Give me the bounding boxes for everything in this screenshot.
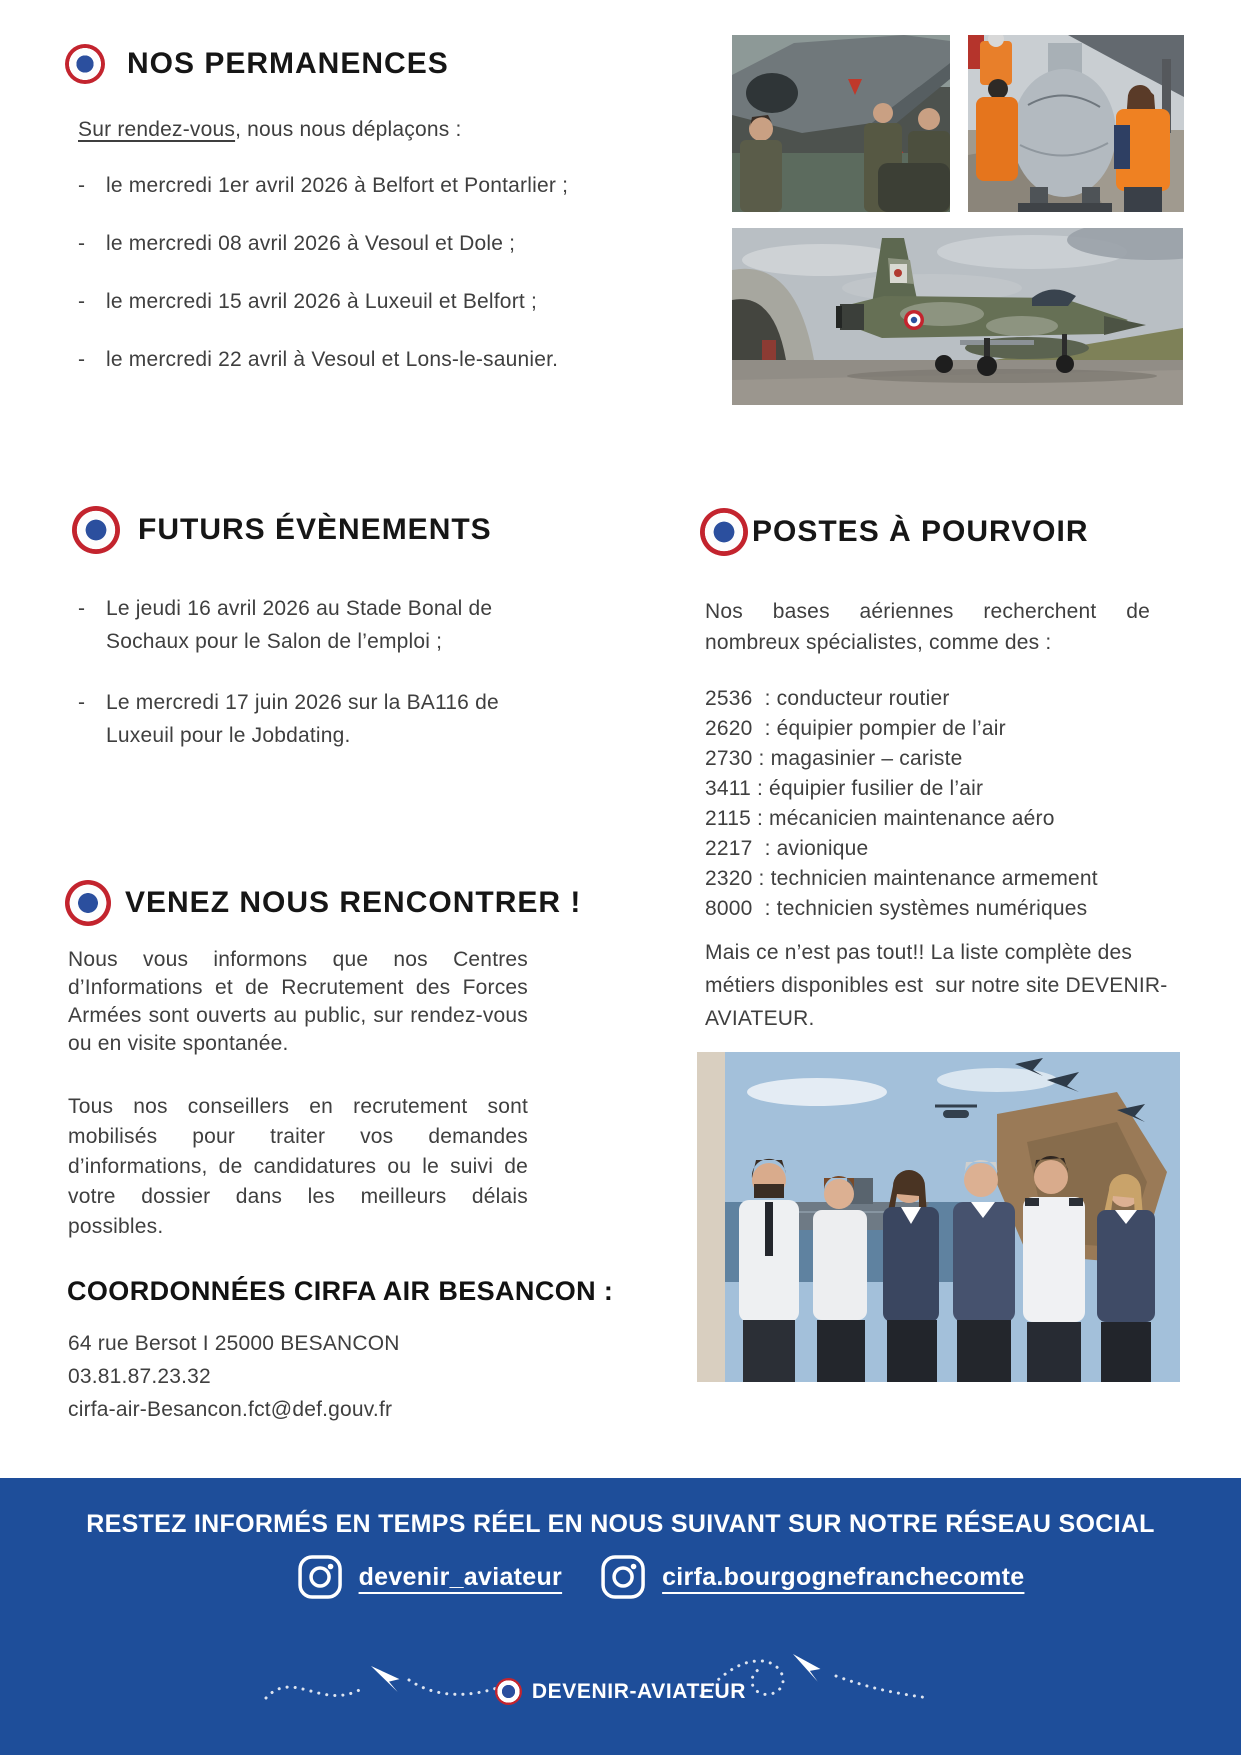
section-title: NOS PERMANENCES <box>127 47 449 80</box>
banner-headline: RESTEZ INFORMÉS EN TEMPS RÉEL EN NOUS SUIVANT SUR NOTRE RÉSEAU SOCIAL <box>86 1510 1155 1538</box>
job-item: 2115 : mécanicien maintenance aéro <box>705 807 1055 830</box>
job-item: 2536 : conducteur routier <box>705 687 950 710</box>
coordonnees-block <box>68 1327 400 1426</box>
job-item: 2217 : avionique <box>705 837 869 860</box>
instagram-links-row <box>297 1554 1025 1600</box>
email-line: cirfa-air-Besancon.fct@def.gouv.fr <box>68 1398 393 1421</box>
photo-cirfa-team <box>697 1052 1180 1382</box>
event-item-text: - Le jeudi 16 avril 2026 au Stade Bonal de Sochaux pour le Salon de l’emploi ; <box>106 597 493 653</box>
permanence-item <box>78 174 598 198</box>
permanence-item-text: - le mercredi 15 avril 2026 à Luxeuil et Belfort ; <box>106 290 537 313</box>
postes-outro: Mais ce n’est pas tout!! La liste complète des métiers disponibles est sur notre site DEVENIR-AVIATEUR. <box>705 941 1168 1030</box>
intro-underlined: Sur rendez-vous <box>78 118 236 141</box>
cocarde-roundel-icon <box>495 1678 522 1705</box>
logo-text: DEVENIR-AVIATEUR <box>531 1679 747 1703</box>
rencontrer-paragraph-1: Nous vous informons que nos Centres d’Informations et de Recrutement des Forces Armées sont ouverts au public, sur rendez-vous ou en visite spontanée. <box>68 948 528 1055</box>
permanence-item-text: - le mercredi 22 avril à Vesoul et Lons-le-saunier. <box>106 348 559 371</box>
phone-line: 03.81.87.23.32 <box>68 1365 211 1388</box>
section-permanences-heading <box>65 44 449 84</box>
coordonnees-title: COORDONNÉES CIRFA AIR BESANCON : <box>67 1276 614 1306</box>
photo-mirage2000-tarmac <box>732 228 1183 405</box>
devenir-aviateur-logo <box>0 1678 1241 1705</box>
event-item <box>78 592 568 658</box>
permanence-item-text: - le mercredi 1er avril 2026 à Belfort et Pontarlier ; <box>106 174 569 197</box>
job-item: 2730 : magasinier – cariste <box>705 747 963 770</box>
postes-intro: Nos bases aériennes recherchent de nombreux spécialistes, comme des : <box>705 600 1150 654</box>
social-banner <box>0 1478 1241 1755</box>
cocarde-roundel-icon <box>65 880 111 926</box>
photo-hangar-visit <box>732 35 950 212</box>
intro-rest: , nous nous déplaçons : <box>235 118 462 141</box>
photo-radome-inspection <box>968 35 1184 212</box>
job-item: 2320 : technicien maintenance armement <box>705 867 1098 890</box>
permanence-item <box>78 232 598 256</box>
instagram-handle[interactable]: devenir_aviateur <box>358 1562 563 1591</box>
section-title: VENEZ NOUS RENCONTRER ! <box>125 886 582 919</box>
permanences-intro <box>78 118 462 142</box>
event-item-text: - Le mercredi 17 juin 2026 sur la BA116 de Luxeuil pour le Jobdating. <box>106 691 499 747</box>
cocarde-roundel-icon <box>72 506 120 554</box>
address-line: 64 rue Bersot I 25000 BESANCON <box>68 1332 400 1355</box>
instagram-link-cirfa-bfc[interactable] <box>600 1554 1024 1600</box>
rencontrer-paragraph-2: Tous nos conseillers en recrutement sont mobilisés pour traiter vos demandes d’informations, de candidatures ou le suivi de votre dossier dans les meilleurs délais possibles. <box>68 1095 528 1238</box>
instagram-link-devenir-aviateur[interactable] <box>297 1554 563 1600</box>
section-title: FUTURS ÉVÈNEMENTS <box>138 513 492 546</box>
permanence-item <box>78 290 598 314</box>
section-evenements-heading <box>72 506 492 554</box>
permanence-item-text: - le mercredi 08 avril 2026 à Vesoul et Dole ; <box>106 232 516 255</box>
jobs-list <box>705 684 1175 924</box>
instagram-handle[interactable]: cirfa.bourgognefranchecomte <box>662 1562 1025 1591</box>
section-title: POSTES À POURVOIR <box>752 515 1089 548</box>
cocarde-roundel-icon <box>700 508 748 556</box>
section-rencontrer-heading <box>65 880 581 926</box>
job-item: 2620 : équipier pompier de l’air <box>705 717 1006 740</box>
permanence-item <box>78 348 598 372</box>
instagram-icon[interactable] <box>297 1554 343 1600</box>
cocarde-roundel-icon <box>65 44 105 84</box>
event-item <box>78 686 568 752</box>
job-item: 3411 : équipier fusilier de l’air <box>705 777 984 800</box>
instagram-icon[interactable] <box>600 1554 646 1600</box>
section-postes-heading <box>700 508 1089 556</box>
job-item: 8000 : technicien systèmes numériques <box>705 897 1088 920</box>
